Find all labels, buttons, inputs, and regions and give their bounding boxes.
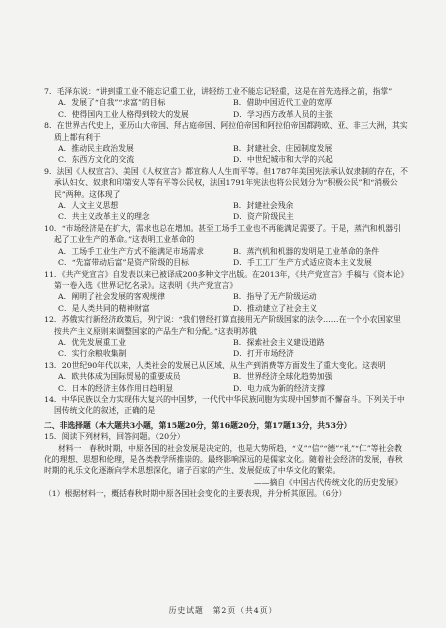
- question-stem: 13．20世纪90年代以来，人类社会的发展已从区域、从生产到消费等方面发生了重大变化。这表明: [44, 360, 386, 370]
- option-a: A．发展了“自我”“求富”的目标: [58, 98, 166, 108]
- page-footer: 历史试题 第2页（共4页）: [168, 605, 278, 615]
- option-d: D．手工工厂生产方式适应资本主义发展: [233, 258, 372, 268]
- option-a: A．推动民主政治发展: [58, 144, 134, 154]
- option-c: C．“先富带动后富”是资产阶级的目标: [58, 258, 189, 268]
- question-15-stem: 15．阅读下列材料，回答问题。（20分）: [44, 432, 185, 442]
- question-stem: 11．《共产党宣言》自发表以来已被译成200多种文字出版。在2013年，《共产党宣言》手稿与《资本论》第一卷入选《世界记忆名录》。这表明《共产党宣言》: [44, 269, 405, 290]
- material-source: ——摘自《中国古代传统文化的历史发展》: [253, 477, 402, 487]
- question-stem: 7．毛泽东说：“讲到重工业不能忘记重工业，讲轻纺工业不能忘记轻重，这是在首先选择之前，指掌”: [44, 87, 393, 96]
- material-1: 材料一 春秋时期，中原各国的社会发展是决定的，也是大势所趋，“义”“信”“德”“礼”“仁”等社会教化的理想、思想和伦理，是各类教学所推崇的。最终影响深远的是儒家文化。随着社会经济的发展，春秋时期的礼乐文化逐渐向学术思想深化，诸子百家的产生、发展促成了中华文化的繁荣。: [44, 443, 403, 476]
- option-a: A．工场手工业生产方式不能满足市场需求: [58, 246, 204, 256]
- question-stem: 9．法国《人权宣言》、美国《人权宣言》都宣称人人生而平等。但1787年美国宪法承认奴隶制的存在，不承认妇女、奴隶和印第安人等有平等公民权，法国1791年宪法也将公民划分为“积极公民”和“消极公民”两种。这体现了: [44, 166, 408, 199]
- option-b: B．封建社会残余: [233, 201, 294, 211]
- option-d: D．推动建立了社会主义: [233, 303, 318, 313]
- option-d: D．打开市场经济: [233, 349, 294, 359]
- question-9: [44, 166, 408, 223]
- question-stem: 12．苏俄实行新经济政策后，列宁说：“我们曾经打算直接用无产阶级国家的法令……在一个小农国家里按共产主义原则来调整国家的产品生产和分配。”这表明苏俄: [44, 315, 401, 336]
- option-a: A．欧共体成为国际贸易的重要成员: [58, 372, 181, 382]
- option-b: B．蒸汽机和机器的发明是工业革命的条件: [233, 246, 380, 256]
- question-stem: 14．中华民族以全力实现伟大复兴的中国梦，一代代中华民族同胞为实现中国梦而不懈奋斗。下列关于中国传统文化的叙述，正确的是: [44, 394, 405, 416]
- option-b: B．借助中国近代工业的宽厚: [233, 98, 333, 108]
- question-12: [44, 314, 408, 360]
- option-c: C．使得国内工业人格得到较大的发展: [58, 109, 189, 119]
- option-c: C．日本的经济主体作用日趋明显: [58, 383, 174, 393]
- option-a: A．阐明了社会发展的客观规律: [58, 292, 165, 302]
- question-7: [44, 86, 408, 120]
- section-title: 二、非选择题（本大题共3小题，第15题20分，第16题20分，第17题13分，共53分）: [44, 420, 352, 430]
- option-b: B．指导了无产阶级运动: [233, 292, 317, 302]
- option-c: C．东西方文化的交流: [58, 155, 135, 165]
- option-a: A．人文主义思想: [58, 201, 119, 211]
- question-stem: 10．“市场经济是在扩大，需求也总在增加。甚至工场手工业也不再能满足需要了。于是，蒸汽和机器引起了工业生产的革命。”这表明工业革命的: [44, 223, 401, 245]
- question-11: [44, 269, 408, 315]
- question-stem: 8．在世界古代史上，亚历山大帝国、拜占庭帝国、阿拉伯帝国和阿拉伯帝国都跨欧、亚、非三大洲，其实质上都有利于: [44, 121, 408, 142]
- question-8: [44, 120, 408, 166]
- option-c: C．是人类共同的精神财富: [58, 303, 150, 313]
- option-b: B．探索社会主义建设道路: [233, 337, 325, 347]
- sub-question-1: （1）根据材料一，概括春秋时期中原各国社会变化的主要表现，并分析其原因。（6分）: [44, 489, 347, 499]
- option-d: D．学习西方改革人员的主张: [233, 109, 333, 119]
- question-13: [44, 360, 408, 394]
- option-c: C．实行余粮收集制: [58, 349, 127, 359]
- option-a: A．优先发展重工业: [58, 337, 127, 347]
- option-d: D．电力成为新的经济支撑: [233, 383, 326, 393]
- option-d: D．资产阶级民主: [233, 212, 294, 222]
- question-10: [44, 223, 408, 269]
- option-d: D．中世纪城市和大学的兴起: [233, 155, 333, 165]
- option-b: B．世界经济全球化趋势加强: [233, 372, 333, 382]
- option-c: C．共主义改革主义的理念: [58, 212, 150, 222]
- option-b: B．封建社会、庄园制度发展: [233, 144, 333, 154]
- question-14: [44, 394, 408, 417]
